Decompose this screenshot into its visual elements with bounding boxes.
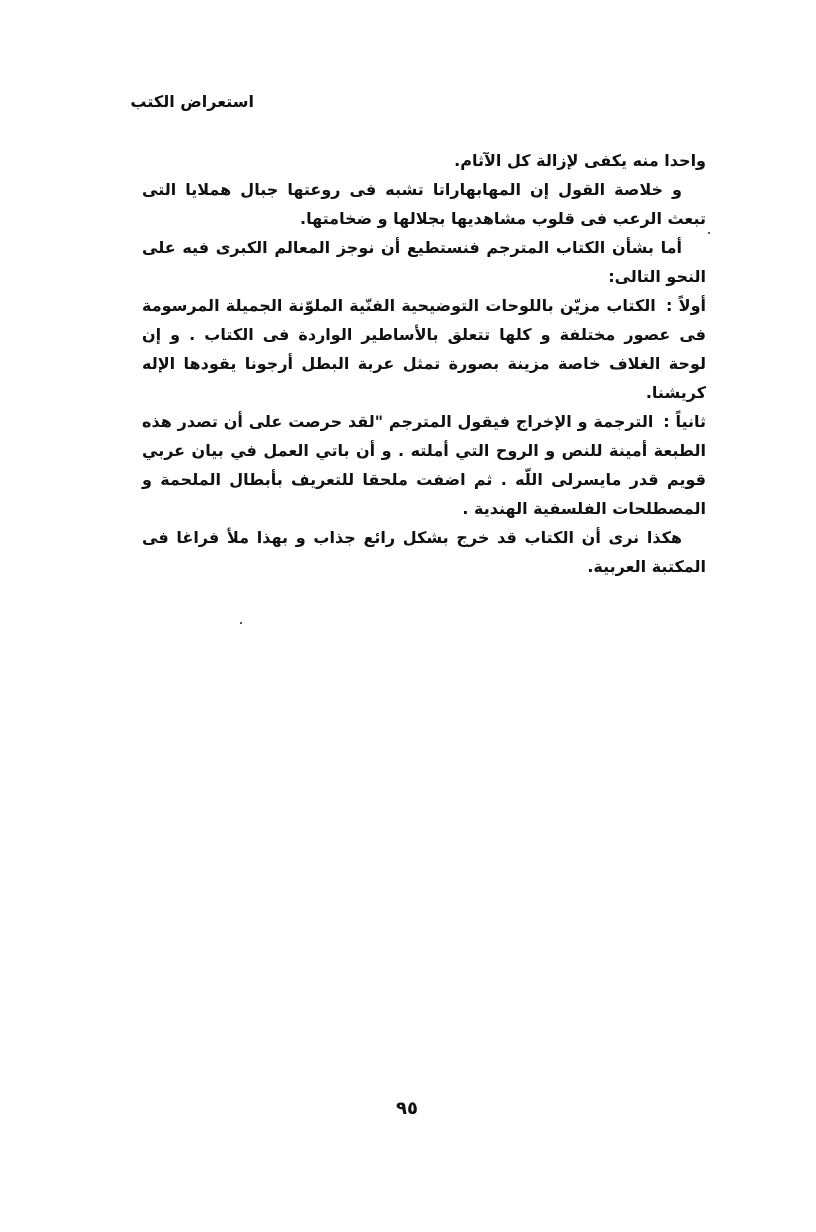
paragraph-1: واحدا منه يكفى لإزالة كل الآثام. xyxy=(454,151,706,170)
paragraph-3: أما بشأن الكتاب المترجم فنستطيع أن نوجز المعالم الكبرى فيه على النحو التالى: xyxy=(142,238,706,286)
list-item-1-text: الكتاب مزيّن باللوحات التوضيحية الفنّية الملوّنة الجميلة المرسومة فى عصور مختلفة و كلها تتعلق بالأساطير الواردة فى الكتاب . و إن لوحة الغلاف خاصة مزينة بصورة تمثل عربة البطل أرجونا يقودها الإله كريشنا. xyxy=(142,296,706,402)
running-header: استعراض الكتب xyxy=(130,92,254,111)
scan-speck xyxy=(240,622,242,624)
scan-speck xyxy=(708,232,710,234)
page-number: ٩٥ xyxy=(396,1098,418,1119)
article-body xyxy=(142,146,706,581)
list-item-1-lead: أولاً : xyxy=(666,296,707,315)
paragraph-2: و خلاصة القول إن المهابهاراتا تشبه فى روعتها جبال هملايا التى تبعث الرعب فى قلوب مشاهديها بجلالها و ضخامتها. xyxy=(142,180,706,228)
paragraph-4: هكذا نرى أن الكتاب قد خرج بشكل رائع جذاب و بهذا ملأ فراغا فى المكتبة العربية. xyxy=(142,528,706,576)
list-item-2-lead: ثانياً : xyxy=(663,412,707,431)
list-item-1 xyxy=(142,291,706,407)
list-item-2 xyxy=(142,407,706,523)
list-item-2-text: الترجمة و الإخراج فيقول المترجم "لقد حرصت على أن تصدر هذه الطبعة أمينة للنص و الروح التي أملته . و أن باتي العمل في بيان عربي قويم قدر مايسرلى اللّه . ثم اضفت ملحقا للتعريف بأبطال الملحمة و المصطلحات الفلسفية الهندية . xyxy=(142,412,706,518)
